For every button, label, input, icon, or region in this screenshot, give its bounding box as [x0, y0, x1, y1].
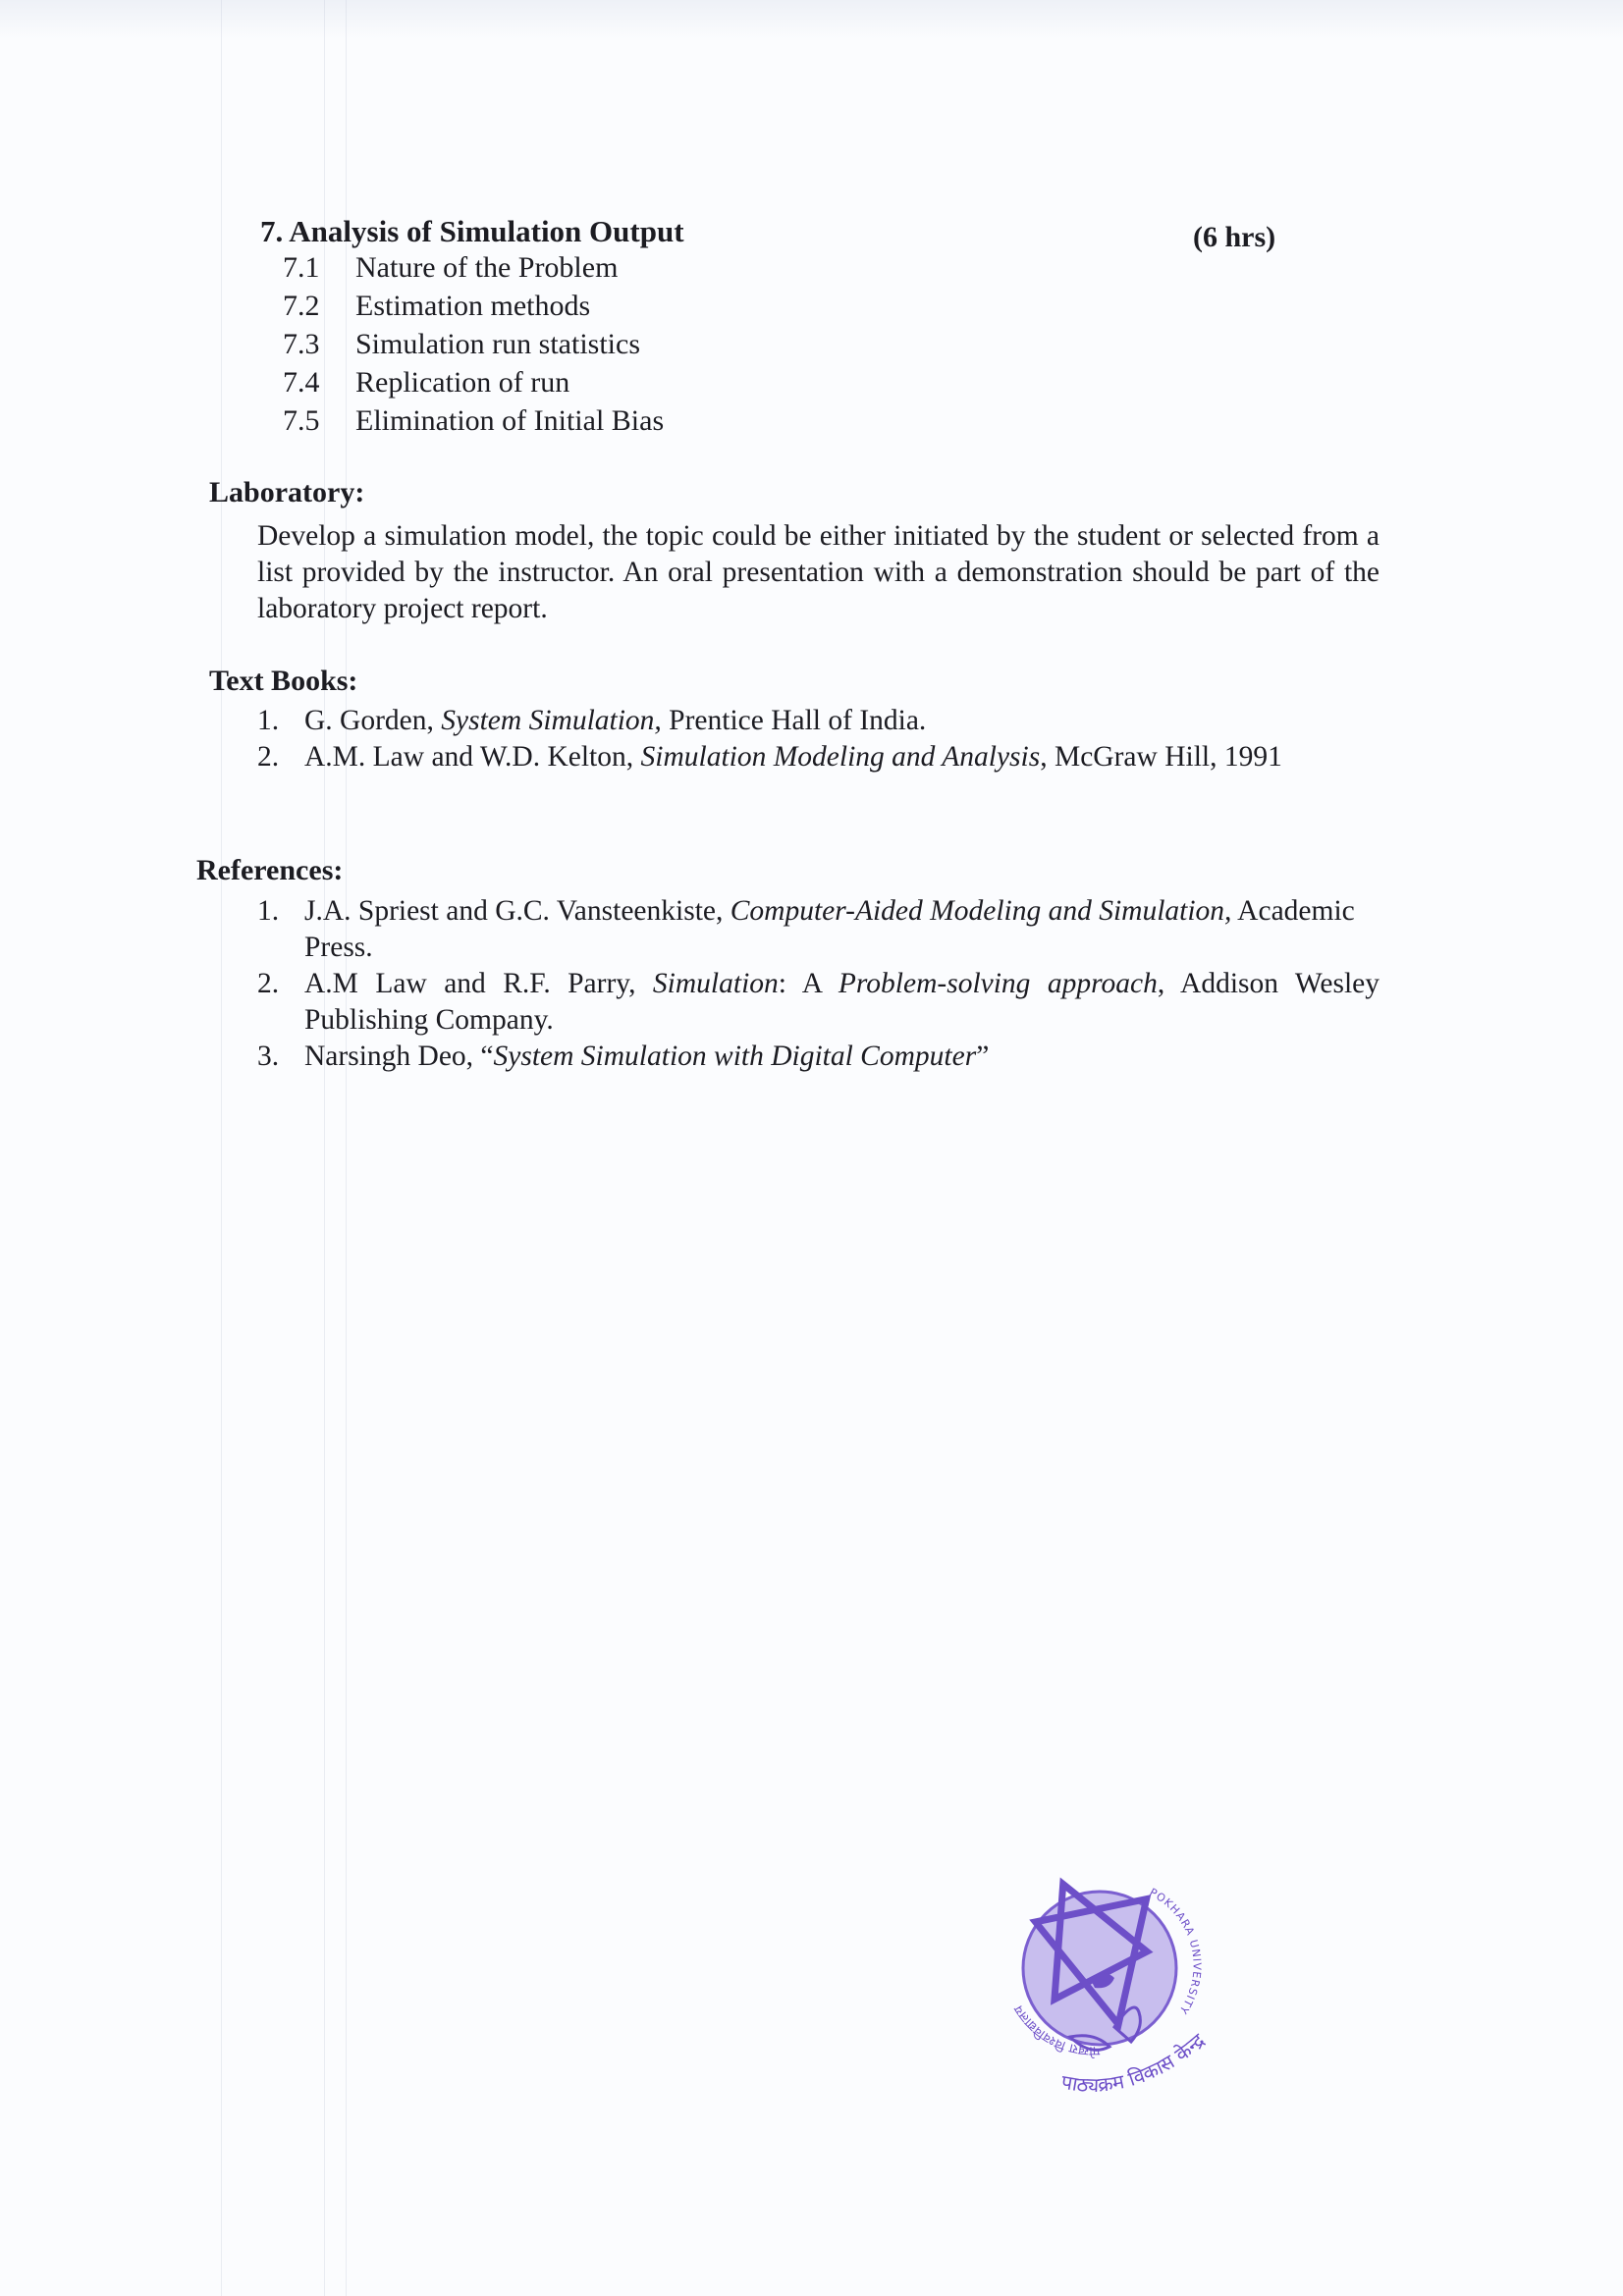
reference-item — [257, 966, 1380, 1039]
list-number: 1. — [257, 895, 280, 927]
reference-subtitle: Problem-solving approach — [838, 968, 1158, 999]
list-number: 2. — [257, 968, 280, 999]
reference-title: Simulation — [652, 968, 779, 999]
list-number: 3. — [257, 1041, 280, 1072]
book-title: Simulation Modeling and Analysis — [640, 741, 1041, 773]
subsection-number: 7.1 — [283, 251, 320, 284]
stamp-text-nepali-bottom: पाठ्यक्रम विकास केन्द्र — [1059, 2028, 1210, 2097]
stamp-text-nepali-top: पोखरा विश्वविद्यालय — [1011, 2002, 1101, 2058]
book-title: System Simulation, — [441, 705, 662, 736]
section-title: 7. Analysis of Simulation Output — [260, 214, 684, 248]
reference-authors: J.A. Spriest and G.C. Vansteenkiste, — [304, 895, 730, 927]
subsection-label: Simulation run statistics — [355, 328, 640, 360]
book-publisher: Prentice Hall of India. — [661, 705, 927, 736]
subsection-number: 7.3 — [283, 328, 320, 360]
subsection-label: Elimination of Initial Bias — [355, 404, 665, 437]
text-books-list — [257, 703, 1380, 775]
subsection-item — [283, 328, 970, 363]
university-seal-icon — [992, 1860, 1247, 2115]
book-authors: G. Gorden, — [304, 705, 442, 736]
subsection-item — [283, 290, 970, 325]
laboratory-paragraph: Develop a simulation model, the topic could be either initiated by the student or selected from a list provided by the instructor. An oral presentation with a demonstration should be part of the laboratory project report. — [257, 520, 1380, 624]
reference-authors: A.M Law and R.F. Parry, — [304, 968, 653, 999]
reference-publisher: , Addison Wesley Publishing Company. — [304, 968, 1380, 1036]
reference-title: Computer-Aided Modeling and Simulation, — [730, 895, 1232, 927]
subsection-item — [283, 404, 970, 440]
subsection-label: Nature of the Problem — [355, 251, 619, 284]
references-heading: References: — [196, 854, 344, 886]
reference-item — [257, 893, 1380, 966]
subsection-label: Replication of run — [355, 366, 570, 399]
laboratory-heading: Laboratory: — [209, 476, 365, 508]
scan-top-band — [0, 0, 1623, 39]
text-books-heading: Text Books: — [209, 665, 358, 697]
stamp-text-english: POKHARA UNIVERSITY — [1147, 1886, 1204, 2017]
subsection-number: 7.4 — [283, 366, 320, 399]
subsection-item — [283, 251, 970, 287]
subsection-item — [283, 366, 970, 401]
list-number: 1. — [257, 705, 280, 736]
reference-item — [257, 1039, 1380, 1075]
text-book-item — [257, 739, 1380, 775]
references-list — [257, 893, 1380, 1075]
scan-artifact-line — [221, 0, 222, 2296]
book-publisher: , McGraw Hill, 1991 — [1040, 741, 1282, 773]
text-book-item — [257, 703, 1380, 739]
subsection-number: 7.5 — [283, 404, 320, 437]
book-authors: A.M. Law and W.D. Kelton, — [304, 741, 641, 773]
reference-title: System Simulation with Digital Computer — [493, 1041, 977, 1072]
reference-separator: : A — [778, 968, 839, 999]
subsection-number: 7.2 — [283, 290, 320, 322]
reference-close-quote: ” — [976, 1041, 990, 1072]
subsection-label: Estimation methods — [355, 290, 591, 322]
list-number: 2. — [257, 741, 280, 773]
reference-publisher: Academic Press. — [304, 895, 1355, 963]
section-hours: (6 hrs) — [1193, 221, 1276, 253]
reference-authors: Narsingh Deo, “ — [304, 1041, 494, 1072]
